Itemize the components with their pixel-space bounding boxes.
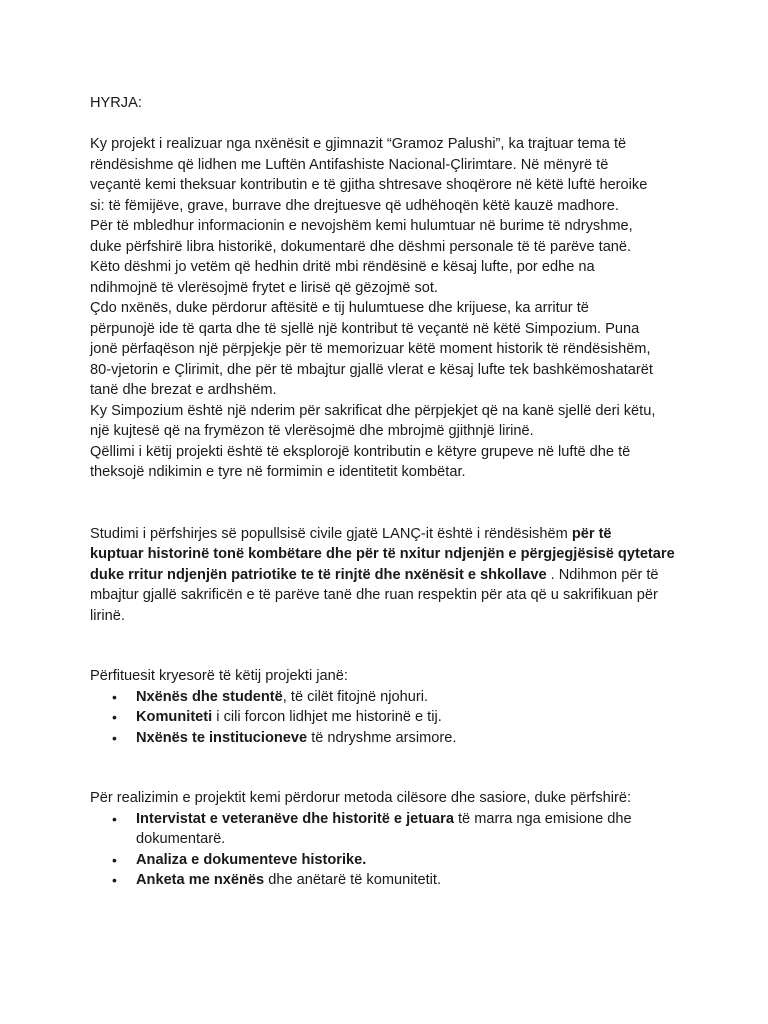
- bullet-icon: •: [112, 872, 117, 888]
- text-line: [90, 544, 690, 565]
- text-line: Ky projekt i realizuar nga nxënësit e gjimnazit “Gramoz Palushi”, ka trajtuar tema të: [90, 136, 627, 152]
- bullet-icon: •: [112, 851, 117, 868]
- text-line: përpunojë ide të qarta dhe të sjellë një kontribut të veçantë në këtë Simpozium. Puna: [90, 320, 640, 337]
- item-text: dhe anëtarë të komunitetit.: [264, 872, 442, 888]
- list-item: [90, 809, 690, 850]
- text-line: Për të mbledhur informacionin e nevojshëm kemi hulumtuar në burime të ndryshme,: [90, 218, 633, 234]
- document-page: [90, 93, 690, 891]
- section-heading: HYRJA:: [90, 95, 142, 111]
- list-item: [90, 728, 690, 749]
- methods-section: [90, 788, 690, 891]
- text-line: Këto dëshmi jo vetëm që hedhin dritë mbi rëndësinë e kësaj lufte, por edhe na: [90, 259, 595, 275]
- study-paragraph: [90, 524, 690, 627]
- item-emphasis: Anketa me nxënës: [136, 872, 265, 888]
- item-text: dokumentarë.: [136, 831, 226, 847]
- beneficiaries-section: [90, 666, 690, 748]
- study-emphasis: duke rritur ndjenjën patriotike te të rinjtë dhe nxënësit e shkollave: [90, 566, 547, 583]
- text-line: 80-vjetorin e Çlirimit, dhe për të mbajtur gjallë vlerat e kësaj lufte tek bashkëmoshatarët: [90, 361, 653, 378]
- text-line: ndihmojnë të vlerësojmë frytet e lirisë që gëzojmë sot.: [90, 279, 438, 296]
- list-item: [90, 687, 690, 708]
- text-line: veçantë kemi theksuar kontributin e të gjitha shtresave shoqërore në këtë luftë heroike: [90, 177, 648, 193]
- text-line: jonë përfaqëson një përpjekje për të memorizuar këtë moment historik të rëndësishëm,: [90, 341, 651, 357]
- text-line: Çdo nxënës, duke përdorur aftësitë e tij hulumtuese dhe krijuese, ka arritur të: [90, 300, 589, 316]
- bullet-icon: •: [112, 688, 117, 705]
- study-text: Studimi i përfshirjes së popullsisë civile gjatë LANÇ-it është i rëndësishëm: [90, 525, 572, 542]
- study-emphasis: për të: [571, 525, 612, 542]
- item-text: të ndryshme arsimore.: [307, 729, 457, 746]
- item-emphasis: Nxënës dhe studentë: [136, 688, 283, 705]
- item-emphasis: Komuniteti: [136, 709, 213, 725]
- study-text: . Ndihmon për të: [546, 566, 659, 583]
- methods-list: [90, 809, 690, 891]
- item-emphasis: Nxënës te institucioneve: [136, 729, 308, 746]
- text-line: [90, 565, 690, 586]
- text-line: rëndësishme që lidhen me Luftën Antifashiste Nacional-Çlirimtare. Në mënyrë të: [90, 156, 609, 173]
- beneficiaries-list: [90, 687, 690, 749]
- text-line: duke përfshirë libra historikë, dokumentarë dhe dëshmi personale të të parëve tanë.: [90, 238, 632, 255]
- bullet-icon: •: [112, 709, 117, 725]
- text-line: një kujtesë që na frymëzon të vlerësojmë dhe mbrojmë gjithnjë lirinë.: [90, 423, 534, 439]
- list-item: [90, 850, 690, 871]
- study-emphasis: kuptuar historinë tonë kombëtare dhe për të nxitur ndjenjën e përgjegjësisë qytetare: [90, 546, 675, 562]
- text-line: Ky Simpozium është një nderim për sakrificat dhe përpjekjet që na kanë sjellë deri këtu,: [90, 402, 656, 419]
- beneficiaries-intro: Përfituesit kryesorë të këtij projekti janë:: [90, 668, 348, 684]
- bullet-icon: •: [112, 810, 117, 827]
- list-item: [90, 707, 690, 728]
- spacer: [90, 748, 690, 788]
- text-line: lirinë.: [90, 607, 125, 624]
- list-item: [90, 870, 690, 891]
- text-line: Qëllimi i këtij projekti është të eksplorojë kontributin e këtyre grupeve në luftë dhe të: [90, 443, 631, 460]
- intro-paragraph: [90, 134, 690, 483]
- text-line: [90, 524, 690, 545]
- text-line: si: të fëmijëve, grave, burrave dhe drejtuesve që udhëhoqën këtë kauzë madhore.: [90, 197, 619, 214]
- spacer: [90, 483, 690, 524]
- text-line: theksojë ndikimin e tyre në formimin e identitetit kombëtar.: [90, 464, 466, 480]
- item-emphasis: Analiza e dokumenteve historike.: [136, 851, 367, 868]
- text-line: mbajtur gjallë sakrificën e të parëve tanë dhe ruan respektin për ata që u sakrifikuan për: [90, 587, 658, 603]
- item-text: të marra nga emisione dhe: [453, 810, 632, 827]
- bullet-icon: •: [112, 729, 117, 746]
- item-text: i cili forcon lidhjet me historinë e tij.: [212, 709, 442, 725]
- methods-intro: Për realizimin e projektit kemi përdorur metoda cilësore dhe sasiore, duke përfshirë:: [90, 790, 632, 806]
- spacer: [90, 626, 690, 666]
- item-emphasis: Intervistat e veteranëve dhe historitë e jetuara: [136, 810, 454, 827]
- text-line: tanë dhe brezat e ardhshëm.: [90, 382, 277, 398]
- item-text: , të cilët fitojnë njohuri.: [282, 688, 429, 705]
